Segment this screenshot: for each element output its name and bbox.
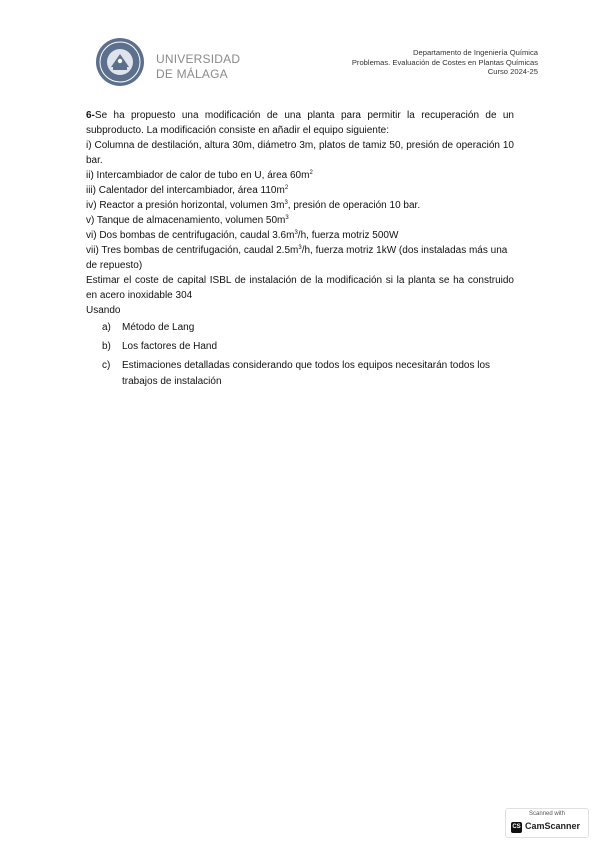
equipment-item: iv) Reactor a presión horizontal, volumen $3m^3$, presión de operación 10 bar. [86,200,421,211]
option-label: b) [102,341,111,352]
using-label: Usando [86,305,121,316]
option-label: a) [102,322,111,333]
option-item [86,320,514,336]
option-text: Método de Lang [122,322,195,333]
university-seal-logo [95,37,145,87]
estimate-instruction: Estimar el coste de capital ISBL de instalación de la modificación si la planta se ha construido en acero inoxidable 304 [86,275,514,301]
university-name-line2: DE MÁLAGA [156,67,228,81]
problem-number: 6- [86,110,95,121]
option-text: Estimaciones detalladas considerando que todos los equipos necesitarán todos los trabajos de instalación [122,360,491,387]
course-header [352,48,538,77]
option-label: c) [102,360,111,371]
equipment-item: v) Tanque de almacenamiento, volumen $50m^3$ [86,215,289,226]
equipment-item: ii) Intercambiador de calor de tubo en U, área $60m^2$ [86,170,313,181]
camscanner-name: CamScanner [525,821,581,831]
camscanner-icon: CS [511,822,522,833]
equipment-item: iii) Calentador del intercambiador, área $110m^2$ [86,185,289,196]
course-title: Problemas. Evaluación de Costes en Plantas Químicas [351,57,538,67]
equipment-item: vii) Tres bombas de centrifugación, caudal $2.5m^3/h$, fuerza motriz 1kW (dos instaladas más una de repuesto) [86,245,508,271]
problem-statement [86,108,514,393]
option-item [86,339,514,355]
method-options [86,320,514,390]
problem-intro [86,108,514,138]
department-name: Departamento de Ingeniería Química [413,48,538,57]
scanned-with-label: Scanned with [528,811,566,817]
equipment-item: vi) Dos bombas de centrifugación, caudal $3.6m^3/h$, fuerza motriz 500W [86,230,399,241]
equipment-item: i) Columna de destilación, altura 30m, diámetro 3m, platos de tamiz 50, presión de operación 10 bar. [86,140,514,166]
university-name [156,52,240,82]
course-year: Curso 2024-25 [487,67,538,77]
problem-intro-text: Se ha propuesto una modificación de una planta para permitir la recuperación de un subproducto. La modificación consiste en añadir el equipo siguiente: [86,110,514,136]
option-text: Los factores de Hand [122,341,218,352]
camscanner-badge [505,808,589,838]
option-item [86,358,514,390]
university-name-line1: UNIVERSIDAD [156,52,241,66]
